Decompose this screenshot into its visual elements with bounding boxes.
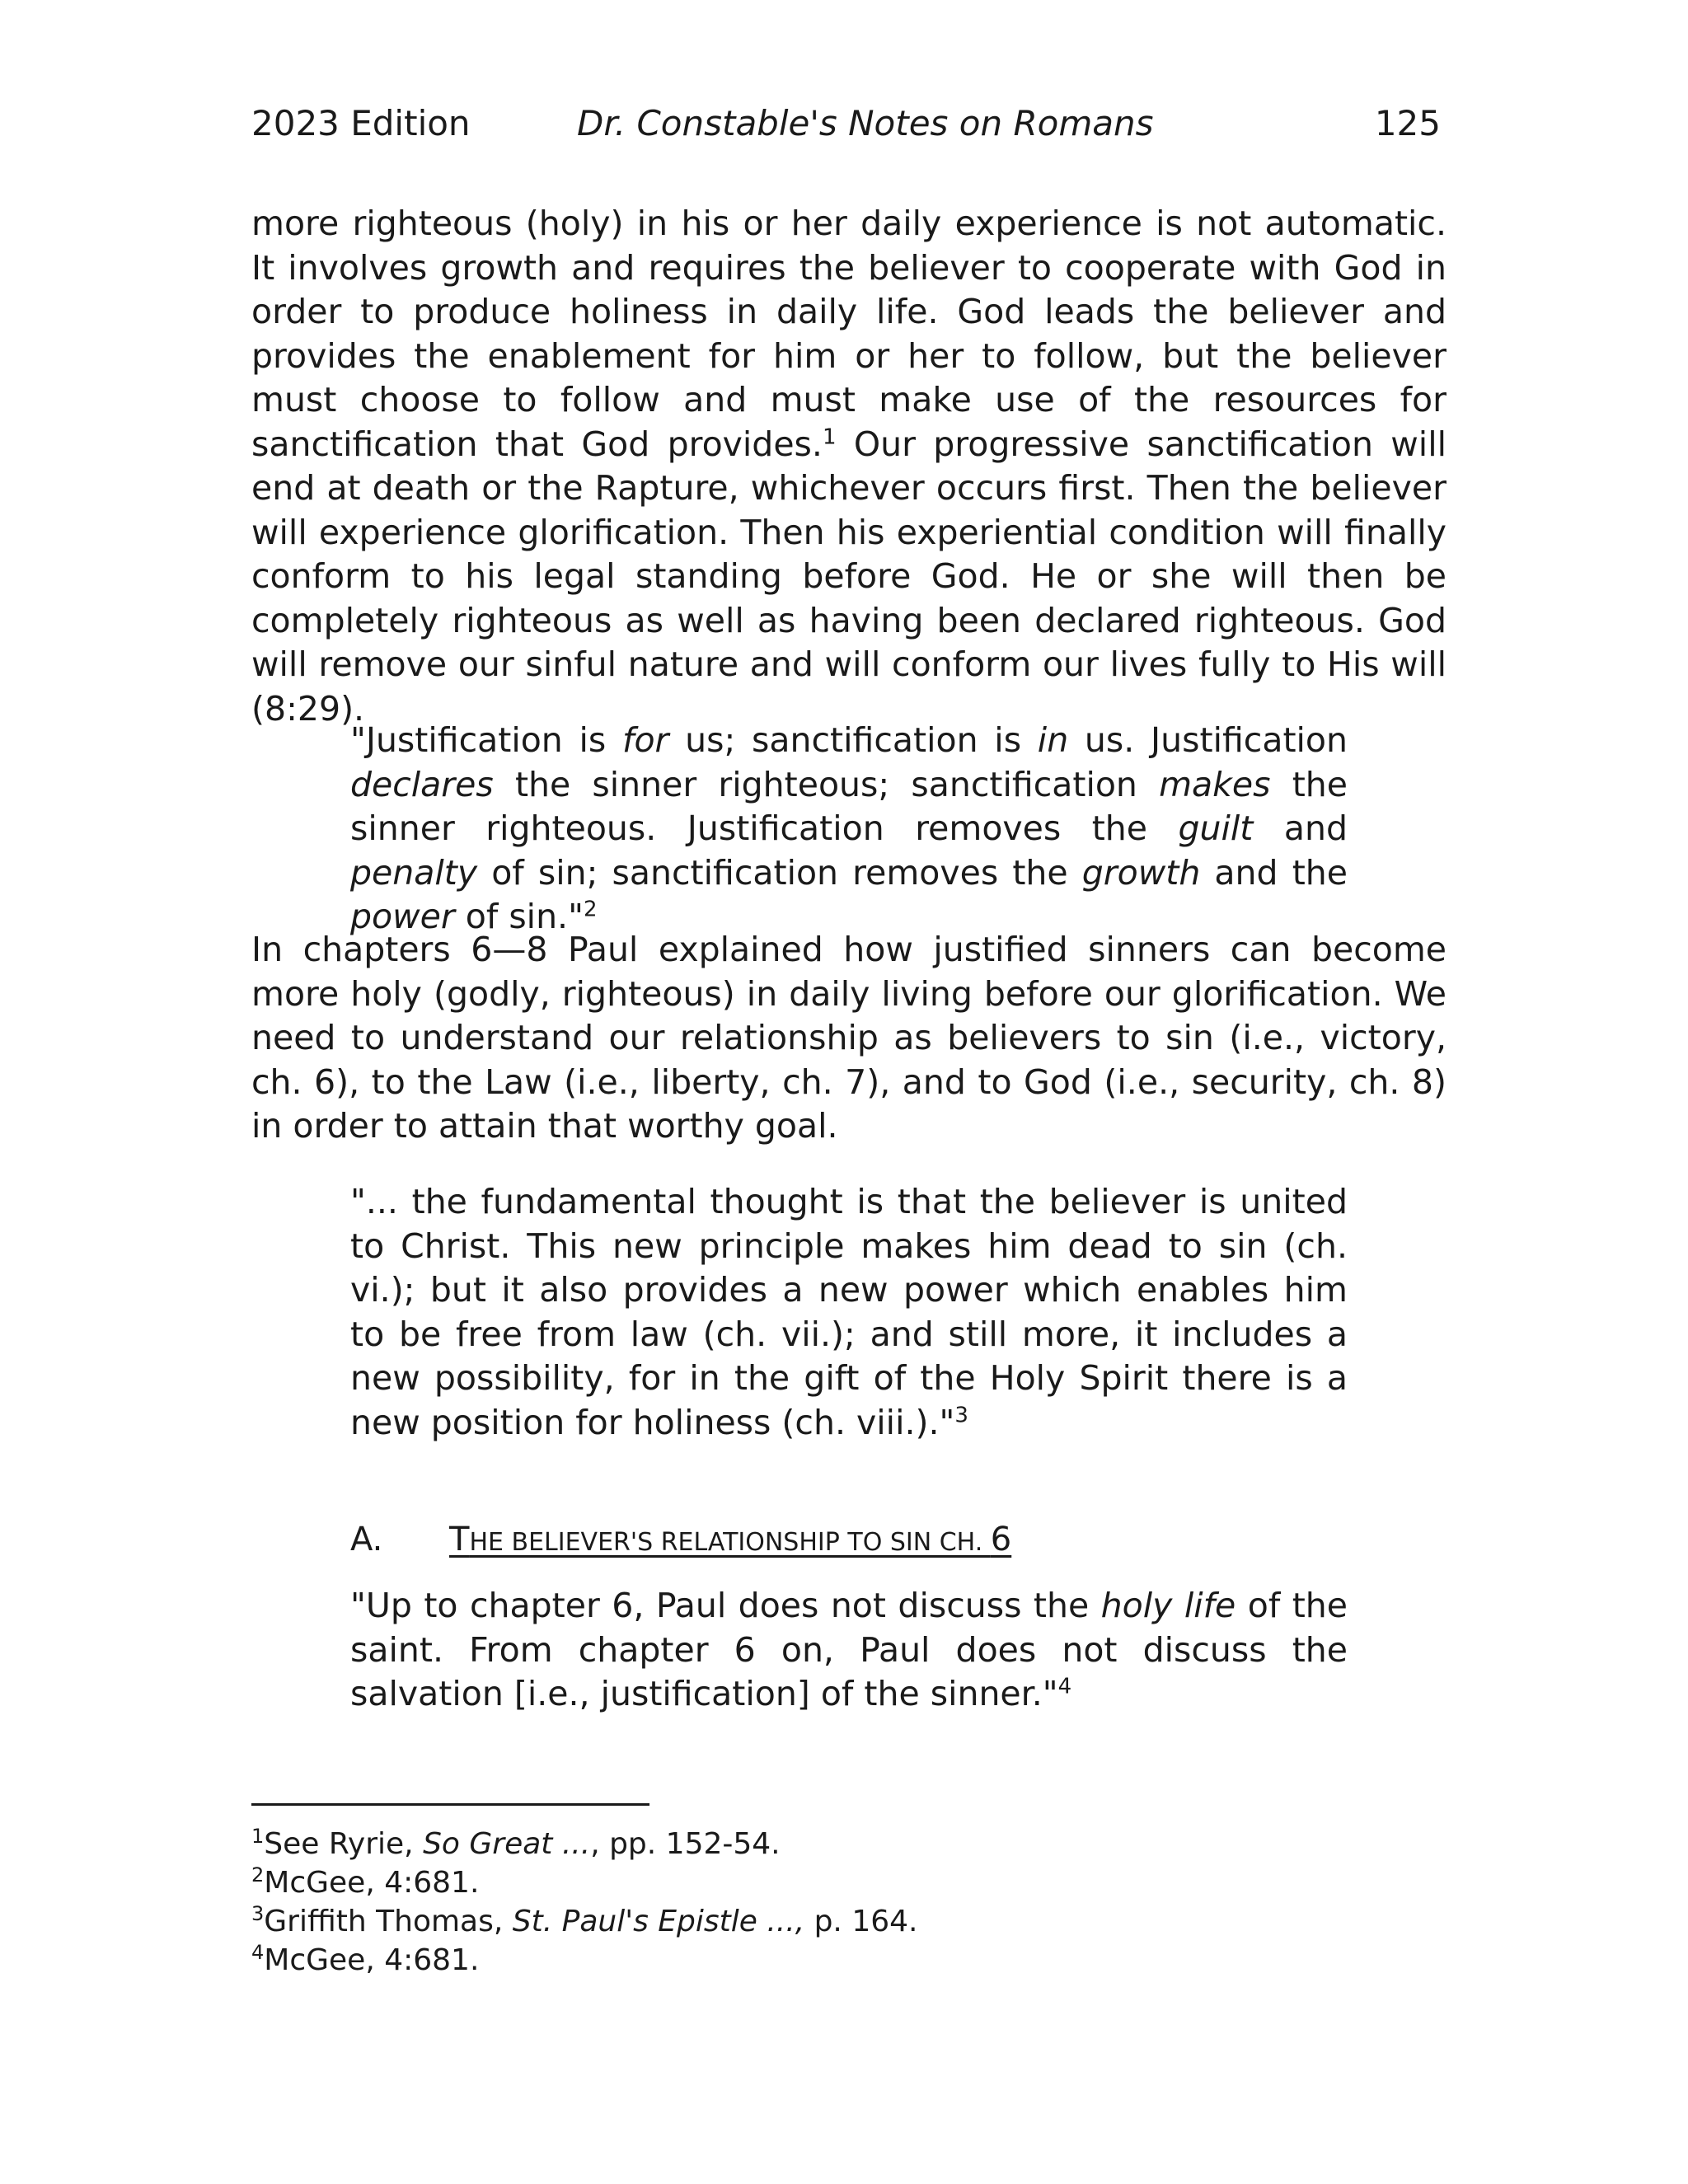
- quote-emphasis: guilt: [1178, 808, 1254, 848]
- footnote-ref: 3: [954, 1402, 968, 1427]
- footnote-number: 4: [251, 1941, 265, 1964]
- section-heading: [350, 1516, 1011, 1566]
- footnote-ref: 4: [1057, 1674, 1072, 1699]
- block-quote-2: [350, 1180, 1348, 1445]
- quote-text: the sinner righteous. Justification removes the: [350, 764, 1348, 848]
- footnote-number: 1: [251, 1825, 265, 1848]
- quote-text: of sin; sanctification removes the: [477, 852, 1082, 893]
- quote-text: and the: [1200, 852, 1348, 893]
- footnote-text: McGee, 4:681.: [264, 1943, 480, 1977]
- paragraph-text: more righteous (holy) in his or her daily experience is not automatic. It involves growth and requires the believer to cooperate with God in order to produce holiness in daily life. God leads the believer and provides the enablement for him or her to follow, but the believer must choose to follow and must make use of the resources for sanctification that God provides.: [251, 204, 1447, 464]
- footnote-3: [251, 1902, 917, 1941]
- quote-text: us. Justification: [1068, 720, 1348, 760]
- section-letter: A.: [350, 1521, 383, 1558]
- quote-emphasis: makes: [1159, 764, 1271, 804]
- footnote-1: [251, 1825, 781, 1863]
- footnote-text: , pp. 152-54.: [590, 1827, 781, 1861]
- block-quote-1: [350, 719, 1348, 940]
- footnote-ref: 1: [822, 424, 837, 449]
- page-number: 125: [1374, 103, 1441, 143]
- quote-text: and: [1253, 808, 1348, 848]
- quote-text: of the saint. From chapter 6 on, Paul does not discuss the salvation [i.e., justification] of the sinner.": [350, 1586, 1348, 1713]
- section-title: HE BELIEVER'S RELATIONSHIP TO SIN CH.: [469, 1528, 991, 1557]
- footnote-text: Griffith Thomas,: [264, 1905, 513, 1938]
- quote-emphasis: declares: [350, 764, 494, 804]
- block-quote-3: [350, 1584, 1348, 1717]
- quote-emphasis: holy life: [1100, 1586, 1236, 1625]
- body-paragraph-2: In chapters 6—8 Paul explained how justified sinners can become more holy (godly, righteous) in daily living before our glorification. We need to understand our relationship as believers to sin (i.e., victory, ch. 6), to the Law (i.e., liberty, ch. 7), and to God (i.e., security, ch. 8) in order to attain that worthy goal.: [251, 930, 1447, 1146]
- section-title-initial: T: [449, 1521, 470, 1558]
- footnote-ref: 2: [583, 897, 598, 922]
- footnote-title: So Great ...: [423, 1827, 591, 1861]
- quote-emphasis: penalty: [350, 852, 478, 893]
- quote-text: us; sanctification is: [668, 720, 1038, 760]
- quote-text: of sin.": [454, 897, 584, 936]
- footnote-text: See Ryrie,: [264, 1827, 424, 1861]
- quote-text: "Justification is: [350, 720, 623, 760]
- edition-label: 2023 Edition: [251, 103, 471, 143]
- footnote-4: [251, 1941, 479, 1980]
- section-title-number: 6: [990, 1521, 1012, 1558]
- quote-emphasis: power: [350, 897, 455, 936]
- footnote-number: 3: [251, 1902, 265, 1925]
- footnote-separator: [251, 1803, 649, 1806]
- footnote-title: St. Paul's Epistle ...,: [512, 1905, 805, 1938]
- footnote-2: [251, 1863, 479, 1902]
- footnote-number: 2: [251, 1863, 265, 1886]
- quote-emphasis: growth: [1081, 852, 1201, 893]
- running-title: Dr. Constable's Notes on Romans: [577, 103, 1154, 143]
- quote-text: the sinner righteous; sanctification: [493, 764, 1160, 804]
- quote-text: "Up to chapter 6, Paul does not discuss the: [350, 1586, 1101, 1625]
- quote-emphasis: in: [1037, 720, 1069, 760]
- paragraph-text: Our progressive sanctification will end at death or the Rapture, whichever occurs first. Then the believer will experience glorification. Then his experiential condition will finally conform to his legal standing before God. He or she will then be completely righteous as well as having been declared righteous. God will remove our sinful nature and will conform our lives fully to His will (8:29).: [251, 424, 1447, 729]
- body-paragraph-1: [251, 202, 1447, 731]
- quote-text: "... the fundamental thought is that the believer is united to Christ. This new principle makes him dead to sin (ch. vi.); but it also provides a new power which enables him to be free from law (ch. vii.); and still more, it includes a new possibility, for in the gift of the Holy Spirit there is a new position for holiness (ch. viii.).": [350, 1182, 1348, 1442]
- footnote-text: p. 164.: [804, 1905, 918, 1938]
- footnote-text: McGee, 4:681.: [264, 1866, 480, 1900]
- quote-emphasis: for: [622, 720, 669, 760]
